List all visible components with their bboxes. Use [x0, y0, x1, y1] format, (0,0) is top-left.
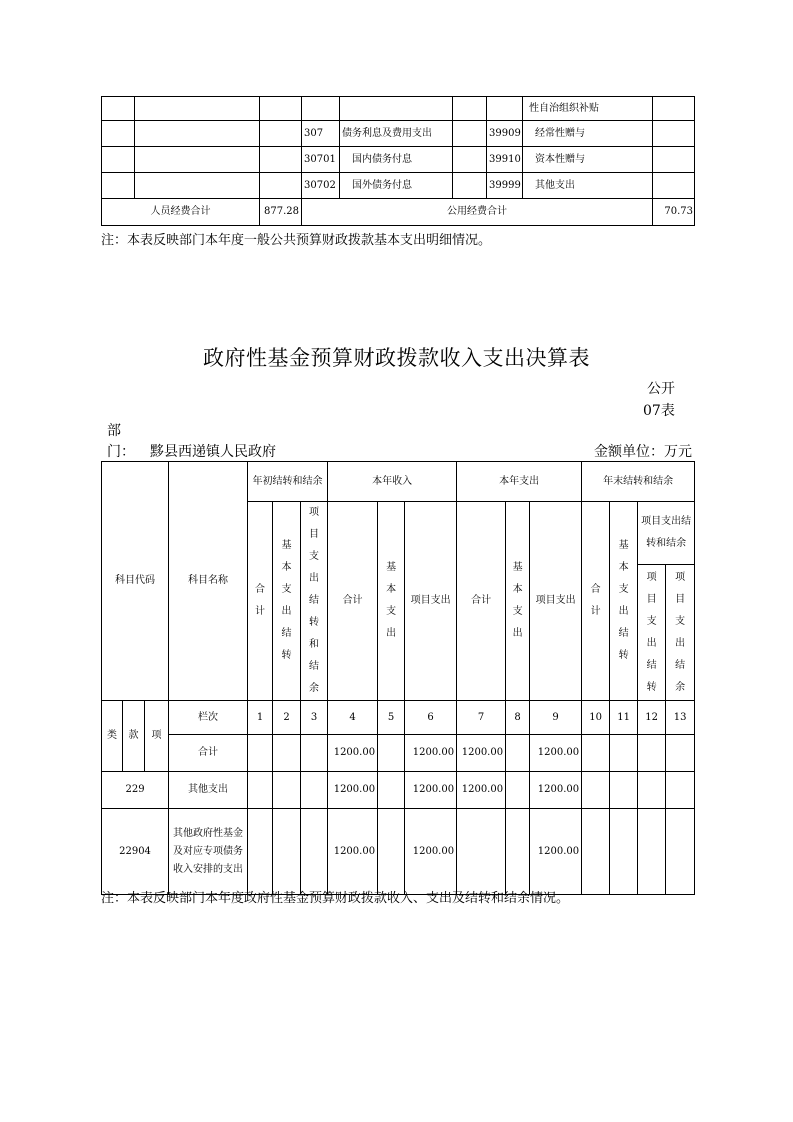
table-row [102, 97, 695, 121]
table-row [102, 173, 695, 199]
col-name: 科目名称 [169, 462, 248, 701]
item-name: 国外债务付息 [340, 173, 453, 199]
col-project-carry: 项目支出结转和结余 [638, 502, 695, 565]
col-number: 5 [378, 701, 405, 735]
dept-label: 部 [107, 423, 121, 439]
table-row [102, 147, 695, 173]
cell-value: 1200.00 [530, 772, 582, 809]
amount-unit: 金额单位：万元 [594, 444, 692, 460]
col-lei: 类 [102, 701, 123, 772]
col-label: 栏次 [169, 701, 248, 735]
item-code: 39999 [487, 173, 523, 199]
item-code: 307 [302, 121, 340, 147]
item-code: 30701 [302, 147, 340, 173]
col-number: 9 [530, 701, 582, 735]
cell-value: 1200.00 [530, 735, 582, 772]
col-basic-exp: 基本支出 [386, 562, 397, 639]
item-name: 其他支出 [523, 173, 653, 199]
col-project-surplus-sub: 项目支出结余 [675, 571, 686, 693]
col-number: 6 [405, 701, 457, 735]
item-code: 30702 [302, 173, 340, 199]
col-project-carry: 项目支出结转和结余 [309, 507, 320, 694]
col-number: 13 [666, 701, 695, 735]
col-income: 本年收入 [328, 462, 457, 502]
table-row [102, 809, 695, 895]
dept-name: 黟县西递镇人民政府 [150, 444, 276, 460]
col-xiang: 项 [145, 701, 169, 772]
row-name: 合计 [169, 735, 248, 772]
item-name: 债务利息及费用支出 [340, 121, 453, 147]
page-title: 政府性基金预算财政拨款收入支出决算表 [203, 346, 590, 370]
col-number: 8 [506, 701, 530, 735]
col-expense: 本年支出 [457, 462, 582, 502]
fund-budget-table [101, 461, 695, 895]
row-name: 其他支出 [169, 772, 248, 809]
col-basic-exp: 基本支出 [512, 562, 523, 639]
col-number: 2 [273, 701, 301, 735]
col-number: 7 [457, 701, 506, 735]
cell-value: 1200.00 [328, 809, 378, 895]
item-name: 经常性赠与 [523, 121, 653, 147]
col-project-exp: 项目支出 [405, 502, 457, 701]
totals-row [102, 199, 695, 226]
col-basic-carry: 基本支出结转 [618, 540, 629, 661]
column-number-row [102, 701, 695, 735]
personnel-total-value: 877.28 [260, 199, 302, 226]
cell-value: 1200.00 [405, 809, 457, 895]
col-number: 12 [638, 701, 666, 735]
item-name: 国内债务付息 [340, 147, 453, 173]
table-row [102, 772, 695, 809]
dept-label-2: 门： [107, 444, 135, 460]
item-code: 39910 [487, 147, 523, 173]
public-total-label: 公用经费合计 [302, 199, 653, 226]
row-name: 其他政府性基金及对应专项债务收入安排的支出 [169, 809, 248, 895]
col-basic-carry: 基本支出结转 [281, 540, 292, 661]
col-total: 合计 [457, 502, 506, 701]
row-code: 22904 [102, 809, 169, 895]
col-begin: 年初结转和结余 [248, 462, 328, 502]
col-project-exp: 项目支出 [530, 502, 582, 701]
col-number: 4 [328, 701, 378, 735]
col-number: 3 [301, 701, 328, 735]
col-number: 10 [582, 701, 610, 735]
public-tag: 公开 [647, 381, 675, 397]
item-name: 资本性赠与 [523, 147, 653, 173]
col-number: 1 [248, 701, 273, 735]
personnel-total-label: 人员经费合计 [102, 199, 260, 226]
cell-value: 1200.00 [457, 735, 506, 772]
item-code: 39909 [487, 121, 523, 147]
item-name: 性自治组织补贴 [523, 97, 653, 121]
table-number: 07表 [643, 403, 675, 419]
col-kuan: 款 [123, 701, 145, 772]
cell-value [457, 809, 506, 895]
cell-value: 1200.00 [530, 809, 582, 895]
col-end: 年末结转和结余 [582, 462, 695, 502]
table-row [102, 121, 695, 147]
row-code: 229 [102, 772, 169, 809]
expense-detail-table [101, 96, 695, 226]
cell-value: 1200.00 [457, 772, 506, 809]
cell-value: 1200.00 [328, 772, 378, 809]
header-row [102, 462, 695, 502]
public-total-value: 70.73 [653, 199, 695, 226]
col-project-carry-sub: 项目支出结转 [646, 571, 657, 693]
col-code: 科目代码 [102, 462, 169, 701]
col-total: 合计 [328, 502, 378, 701]
main-table-note: 注：本表反映部门本年度政府性基金预算财政拨款收入、支出及结转和结余情况。 [101, 891, 570, 906]
cell-value: 1200.00 [328, 735, 378, 772]
cell-value: 1200.00 [405, 772, 457, 809]
col-total: 合计 [590, 584, 601, 617]
top-table-note: 注：本表反映部门本年度一般公共预算财政拨款基本支出明细情况。 [101, 233, 492, 248]
cell-value: 1200.00 [405, 735, 457, 772]
col-number: 11 [610, 701, 638, 735]
col-total: 合计 [255, 584, 266, 617]
table-row [102, 735, 695, 772]
